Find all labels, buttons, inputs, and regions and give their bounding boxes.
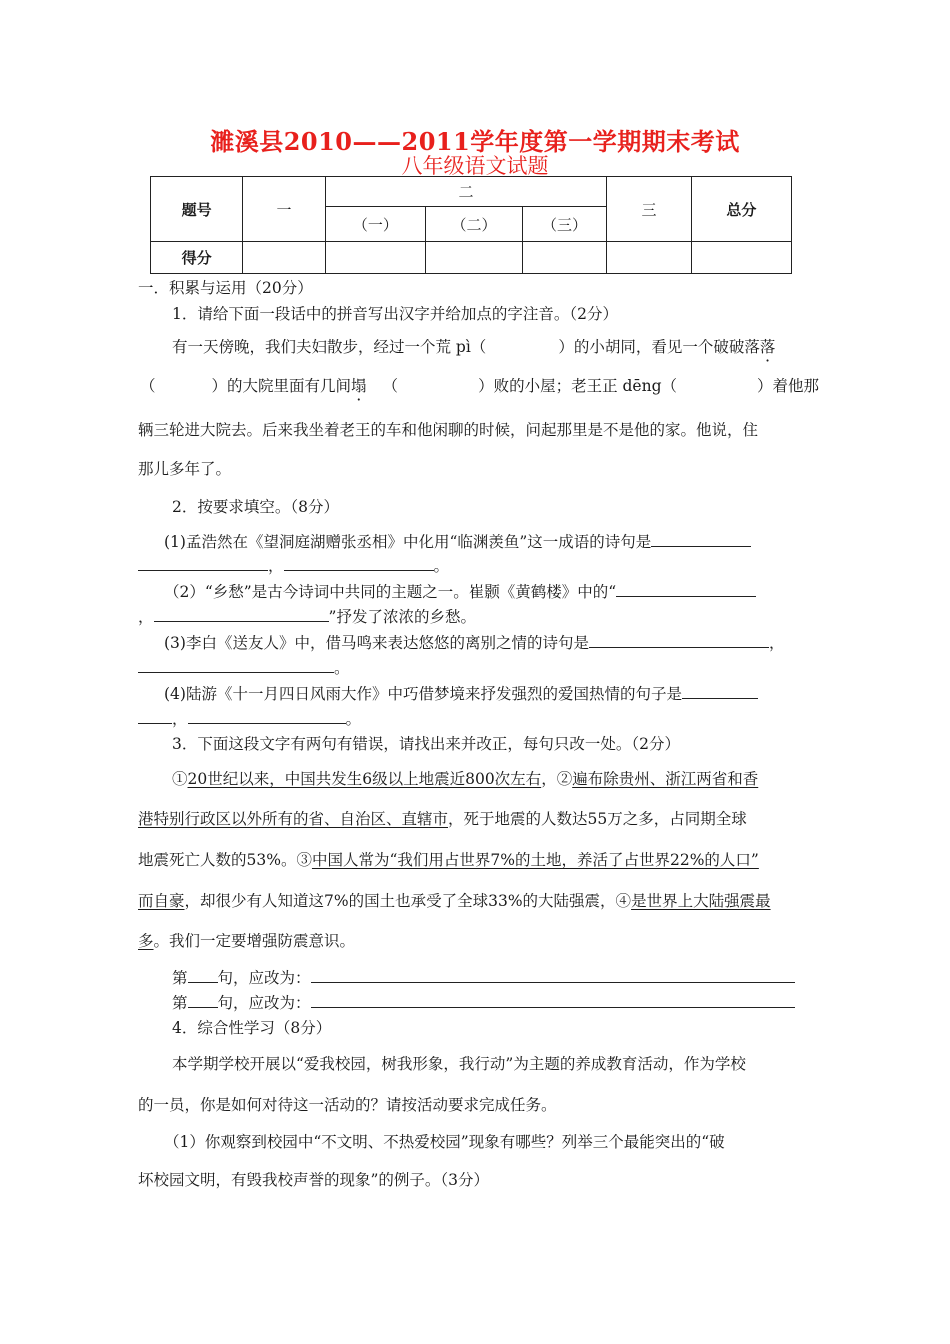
- q2-s1: [164, 530, 751, 552]
- answer-label: 第: [172, 969, 188, 987]
- answer-blank[interactable]: [138, 554, 268, 571]
- col-two-sub-2: （二）: [426, 207, 523, 242]
- q1-line1: [172, 335, 775, 357]
- circle-number: ①: [172, 770, 188, 788]
- col-three: 三: [607, 177, 691, 242]
- q3-para-line5: [138, 929, 355, 951]
- underlined-sentence: 是世界上大陆强震最: [631, 892, 771, 910]
- dotted-char: 塌: [351, 377, 367, 395]
- exam-title: 濉溪县2010——2011学年度第一学期期末考试: [210, 127, 740, 156]
- q1-line3: 辆三轮进大院去。后来我坐着老王的车和他闲聊的时候，问起那里是不是他的家。他说，住: [138, 421, 759, 439]
- q3-para-line4: [138, 889, 771, 911]
- row-label: 得分: [151, 242, 243, 274]
- answer-label: 句，应改为：: [217, 969, 311, 987]
- separator: ，②: [541, 770, 573, 788]
- q4-prompt: 4．综合性学习（8分）: [172, 1019, 332, 1037]
- score-cell[interactable]: [522, 242, 607, 274]
- answer-blank[interactable]: [682, 682, 758, 699]
- answer-blank[interactable]: [138, 707, 172, 724]
- q1-line2-text2: ）的大院里面有几间: [211, 377, 352, 395]
- q2-s3-text: (3)李白《送友人》中，借马鸣来表达悠悠的离别之情的诗句是: [164, 634, 589, 652]
- q1-line2-text: （: [140, 377, 156, 395]
- score-cell[interactable]: [607, 242, 691, 274]
- answer-blank[interactable]: [616, 580, 756, 597]
- q1-line2-text3: （: [382, 377, 399, 395]
- q2-s2-text2: ”抒发了浓浓的乡愁。: [328, 608, 476, 626]
- q2-s3: [164, 631, 784, 653]
- score-table: [150, 176, 792, 274]
- score-cell[interactable]: [426, 242, 523, 274]
- q2-s4-cont: [138, 707, 361, 729]
- answer-blank[interactable]: [311, 966, 795, 983]
- dotted-char: 落: [759, 338, 776, 356]
- q1-prompt: 1．请给下面一段话中的拼音写出汉字并给加点的字注音。（2分）: [172, 305, 618, 323]
- answer-blank[interactable]: [188, 707, 346, 724]
- answer-blank[interactable]: [284, 554, 434, 571]
- col-two: 二: [325, 177, 607, 207]
- q1-line4: 那儿多年了。: [138, 460, 232, 478]
- underlined-sentence: 遍布除贵州、浙江两省和香: [572, 770, 759, 788]
- col-label: 题号: [151, 177, 243, 242]
- q4-s1-line1: （1）你观察到校园中“不文明、不热爱校园”现象有哪些？列举三个最能突出的“破: [164, 1133, 725, 1151]
- comma: ，: [268, 557, 284, 575]
- q3-para-line1: [172, 767, 758, 789]
- sentence-number-blank[interactable]: [188, 991, 218, 1008]
- q2-s4-text: (4)陆游《十一月四日风雨大作》中巧借梦境来抒发强烈的爱国热情的句子是: [164, 685, 682, 703]
- period: 。: [433, 557, 450, 575]
- underlined-sentence: 港特别行政区以外所有的省、自治区、直辖市: [138, 810, 449, 828]
- sentence-number-blank[interactable]: [188, 966, 218, 983]
- plain-text: ，却很少有人知道这7%的国土也承受了全球33%的大陆强震，④: [184, 892, 632, 910]
- col-two-sub-3: （三）: [522, 207, 607, 242]
- underlined-sentence: 而自豪: [138, 892, 185, 910]
- answer-blank[interactable]: [589, 631, 769, 648]
- q2-s2-cont: [138, 605, 476, 627]
- period: 。: [345, 710, 362, 728]
- answer-blank[interactable]: [651, 530, 751, 547]
- answer-blank[interactable]: [154, 605, 329, 622]
- section1-heading: 一．积累与运用（20分）: [138, 279, 313, 297]
- plain-text: 。我们一定要增强防震意识。: [153, 932, 356, 950]
- comma: ，: [172, 710, 188, 728]
- score-cell[interactable]: [325, 242, 426, 274]
- plain-text: ，死于地震的人数达55万之多，占同期全球: [448, 810, 747, 828]
- underlined-sentence: 中国人常为“我们用占世界7%的土地，养活了占世界22%的人口”: [311, 851, 759, 869]
- plain-text: 地震死亡人数的53%。③: [138, 851, 312, 869]
- q4-s1-line2: 坏校园文明，有毁我校声誉的现象”的例子。（3分）: [138, 1171, 490, 1189]
- comma: ，: [768, 634, 785, 652]
- underlined-sentence: 20世纪以来，中国共发生6级以上地震近800次左右: [187, 770, 542, 788]
- q2-s1-cont: [138, 554, 449, 576]
- q2-s1-text: (1)孟浩然在《望洞庭湖赠张丞相》中化用“临渊羡鱼”这一成语的诗句是: [164, 533, 652, 551]
- score-cell[interactable]: [243, 242, 325, 274]
- q3-para-line2: [138, 807, 747, 829]
- q1-line2-text4: ）败的小屋；老王正 dēng（: [478, 377, 677, 395]
- q3-prompt: 3．下面这段文字有两句有错误，请找出来并改正，每句只改一处。（2分）: [172, 735, 680, 753]
- q4-para-line1: 本学期学校开展以“爱我校园，树我形象，我行动”为主题的养成教育活动，作为学校: [172, 1055, 746, 1073]
- col-one: 一: [243, 177, 325, 242]
- q2-s3-cont: [138, 656, 350, 678]
- comma: ，: [138, 608, 154, 626]
- answer-label: 句，应改为：: [217, 994, 311, 1012]
- q1-line2: [140, 374, 819, 396]
- q2-s4: [164, 682, 758, 704]
- q3-answer-row-2: [172, 991, 795, 1013]
- q1-line2-text5: ）着他那: [757, 377, 820, 395]
- q4-para-line2: 的一员，你是如何对待这一活动的？请按活动要求完成任务。: [138, 1096, 557, 1114]
- exam-subtitle: 八年级语文试题: [401, 154, 549, 178]
- q1-line1-text2: ）的小胡同，看见一个破破落: [558, 338, 760, 356]
- q2-s2-text: （2）“乡愁”是古今诗词中共同的主题之一。崔颢《黄鹤楼》中的“: [164, 583, 617, 601]
- period: 。: [334, 659, 350, 677]
- score-cell[interactable]: [691, 242, 791, 274]
- q3-para-line3: [138, 848, 759, 870]
- underlined-sentence: 多: [138, 932, 154, 950]
- col-total: 总分: [691, 177, 791, 242]
- q1-line1-text: 有一天傍晚，我们夫妇散步，经过一个荒 pì（: [172, 338, 487, 356]
- q2-prompt: 2．按要求填空。（8分）: [172, 498, 339, 516]
- answer-label: 第: [172, 994, 188, 1012]
- q3-answer-row-1: [172, 966, 795, 988]
- col-two-sub-1: （一）: [325, 207, 426, 242]
- answer-blank[interactable]: [138, 656, 334, 673]
- q2-s2: [164, 580, 756, 602]
- answer-blank[interactable]: [311, 991, 795, 1008]
